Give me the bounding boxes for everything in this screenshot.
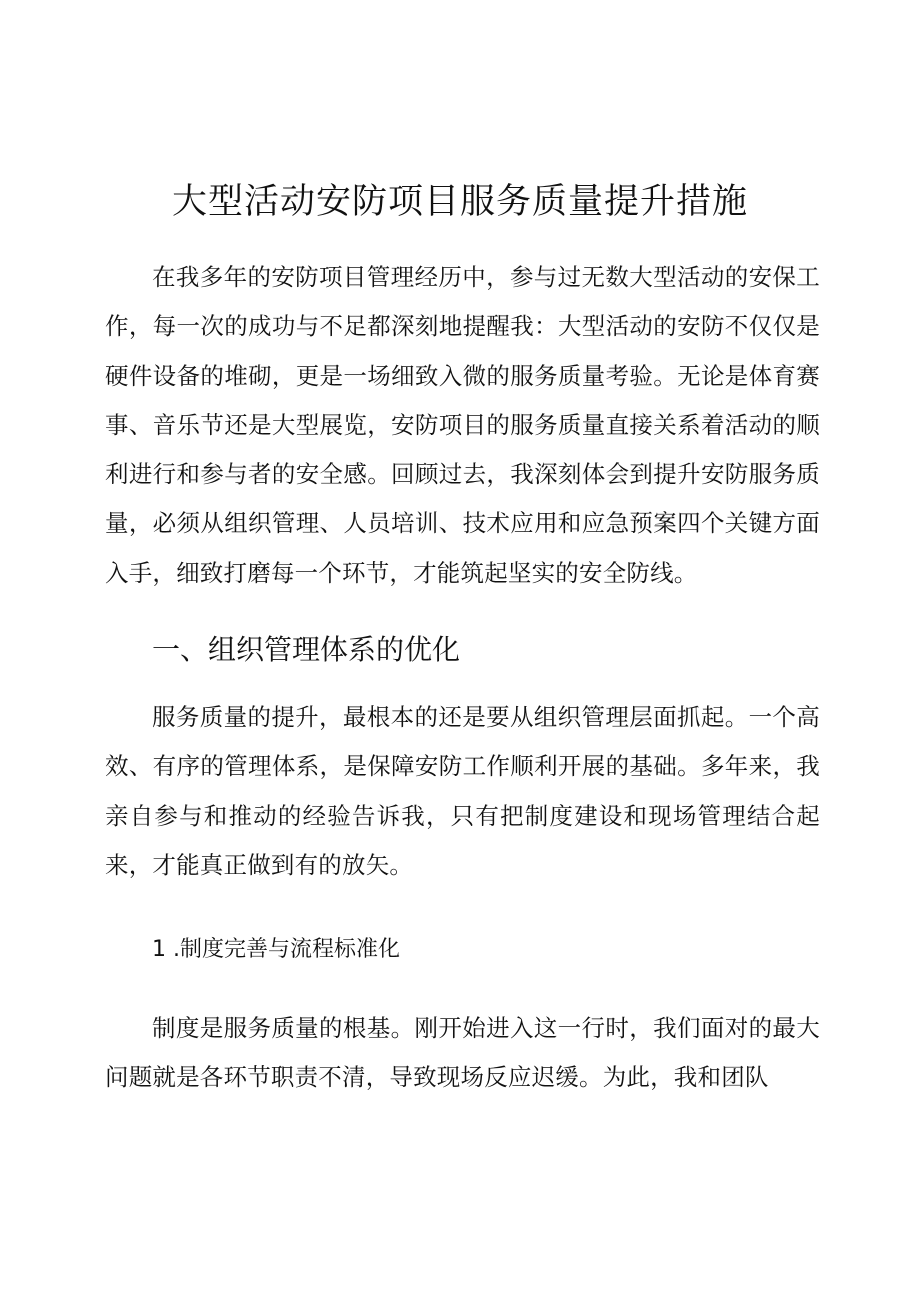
subsection-paragraph-rules: 制度是服务质量的根基。刚开始进入这一行时，我们面对的最大问题就是各环节职责不清，导致现场反应迟缓。为此，我和团队 (105, 1014, 820, 1092)
subsection-heading-rules: 1 .制度完善与流程标准化 (152, 937, 400, 962)
section-heading-organization: 一、组织管理体系的优化 (152, 633, 461, 666)
section-paragraph-organization: 服务质量的提升，最根本的还是要从组织管理层面抓起。一个高效、有序的管理体系，是保障安防工作顺利开展的基础。多年来，我亲自参与和推动的经验告诉我，只有把制度建设和现场管理结合起来，才能真正做到有的放矢。 (105, 703, 820, 879)
document-title: 大型活动安防项目服务质量提升措施 (171, 182, 748, 222)
intro-paragraph: 在我多年的安防项目管理经历中，参与过无数大型活动的安保工作，每一次的成功与不足都深刻地提醒我：大型活动的安防不仅仅是硬件设备的堆砌，更是一场细致入微的服务质量考验。无论是体育赛事、音乐节还是大型展览，安防项目的服务质量直接关系着活动的顺利进行和参与者的安全感。回顾过去，我深刻体会到提升安防服务质量，必须从组织管理、人员培训、技术应用和应急预案四个关键方面入手，细致打磨每一个环节，才能筑起坚实的安全防线。 (105, 263, 820, 587)
